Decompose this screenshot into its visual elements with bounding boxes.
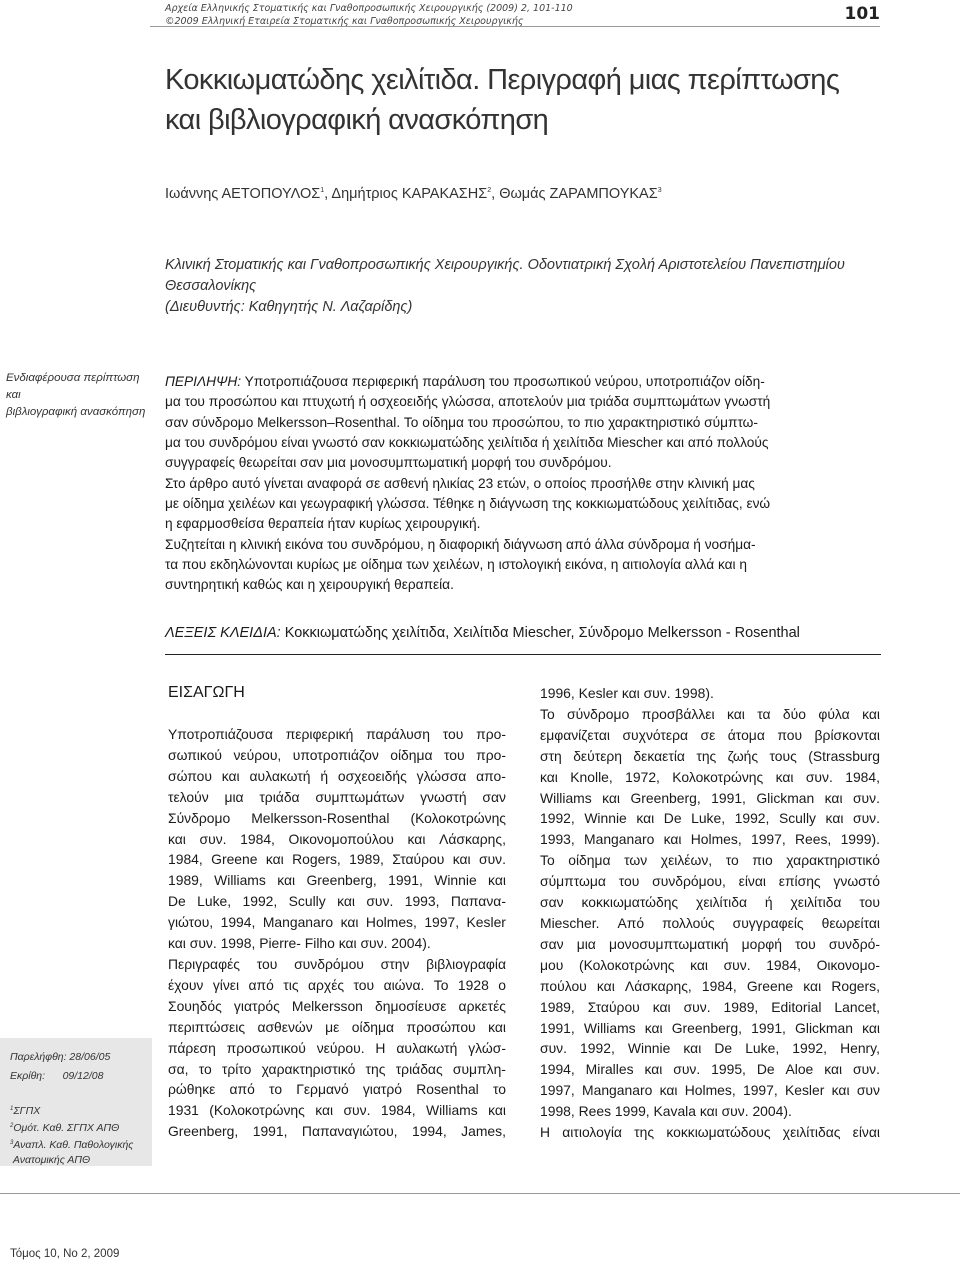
body-line: στη δεύτερη δεκαετία της ζωής τους (Strassburg [540,747,880,764]
body-line: Η αιτιολογία της κοκκιωματώδους χειλίτιδας είναι [540,1124,880,1141]
body-line: Williams και Greenberg, 1991, Glickman και συν. [540,789,880,806]
article-type [6,370,156,421]
body-line: σωπικού νεύρου, υποτροπιάζον οίδημα του προ- [168,746,506,763]
body-line: Υποτροπιάζουσα περιφερική παράλυση του προ- [168,726,506,742]
body-line: De Luke, 1992, Scully και συν. 1993, Παπανα- [168,893,506,910]
abstract-line: η εφαρμοσθείσα θεραπεία ήταν κυρίως χειρουργική. [165,516,481,532]
dates-info [10,1048,150,1168]
body-line: Το σύνδρομο προσβάλλει και τα δύο φύλα και [540,705,880,722]
body-line: τελούν μια τριάδα συμπτωμάτων γνωστή σαν [168,788,506,805]
keywords-text: Κοκκιωματώδης χειλίτιδα, Χειλίτιδα Miescher, Σύνδρομο Melkersson - Rosenthal [280,625,800,641]
body-line: Miescher. Από πολλούς συγγραφείς θεωρείται [540,914,880,931]
abstract-line: μα του συνδρόμου είναι γνωστό σαν κοκκιωματώδης χειλίτιδα ή χειλίτιδα Miescher και από πολλούς [165,435,769,451]
body-line: πάρεση προσωπικού νεύρου. Η αυλακωτή γλώσ- [168,1039,506,1056]
footnote-3: $^3$Αναπλ. Καθ. Παθολογικής [10,1139,134,1151]
body-line: 1993, Manganaro και Holmes, 1997, Rees, 1999). [540,831,880,848]
footer-divider [0,1193,960,1194]
body-line: και Knolle, 1972, Κολοκοτρώνης και συν. 1984, [540,768,880,785]
received-date: Παρελήφθη: 28/06/05 [10,1051,111,1063]
body-line: 1991, Williams και Greenberg, 1991, Glickman και [540,1019,880,1036]
body-column-2 [540,683,880,1143]
body-line: Greenberg, 1991, Παπαναγιώτου, 1994, James, [168,1123,506,1140]
affiliation [165,255,885,318]
accepted-date: 09/12/08 [62,1070,104,1082]
author-list: Ιωάννης ΑΕΤΟΠΟΥΛΟΣ$^1$, Δημήτριος ΚΑΡΑΚΑΣΗΣ$^2$, Θωμάς ΖΑΡΑΜΠΟΥΚΑΣ$^3$ [165,186,662,202]
body-line: γιώτου, 1994, Manganaro και Holmes, 1997, Kesler [168,914,506,931]
abstract-line: με οίδημα χειλέων και γεωγραφική γλώσσα. Τέθηκε η διάγνωση της κοκκιωματώδους χειλίτιδας, ενώ [165,496,771,512]
title-line-2: και βιβλιογραφική ανασκόπηση [165,104,549,136]
author-3-sup: 3 [657,187,662,194]
body-line: σαν μια μονοσυμπτωματική μορφή του συνδρό- [540,935,880,952]
body-line: Σύνδρομο Melkersson-Rosenthal (Κολοκοτρώνης [168,809,506,826]
abstract-line: σαν σύνδρομο Melkersson–Rosenthal. Το οίδημα του προσώπου, το πιο χαρακτηριστικό σύμπτω- [165,414,758,430]
article-title [165,60,885,140]
journal-citation [165,2,573,28]
affiliation-line-1: Κλινική Στοματικής και Γναθοπροσωπικής Χειρουργικής. Οδοντιατρική Σχολή Αριστοτελείου Πανεπιστημίου [165,257,845,273]
footnote-2: $^2$Ομότ. Καθ. ΣΓΠΧ ΑΠΘ [10,1122,120,1134]
body-column-1 [168,724,506,1142]
affiliation-line-3: (Διευθυντής: Καθηγητής Ν. Λαζαρίδης) [165,299,413,315]
body-line: 1931 (Κολοκοτρώνης και συν. 1984, Williams και [168,1102,506,1119]
abstract-line: Στο άρθρο αυτό γίνεται αναφορά σε ασθενή ηλικίας 23 ετών, ο οποίος προσήλθε στην κλινική μας [165,475,755,491]
author-2-sup: 2 [487,187,492,194]
body-line: 1984, Greene και Rogers, 1989, Σταύρου και συν. [168,851,506,868]
body-line: σαν κοκκιωματώδης χειλίτιδα ή χειλίτιδα του [540,894,880,911]
author-1: Ιωάννης ΑΕΤΟΠΟΥΛΟΣ [165,186,321,202]
keywords [165,625,881,641]
title-line-1: Κοκκιωματώδης χειλίτιδα. Περιγραφή μιας περίπτωσης [165,64,840,96]
body-line: 1994, Miralles και συν. 1995, De Aloe και συν. [540,1061,880,1078]
body-line: μου (Κολοκοτρώνης και συν. 1984, Οικονομο- [540,956,880,973]
abstract-line: μα του προσώπου και πτυχωτή ή οσχεοειδής γλώσσα, αποτελούν μια τριάδα συμπτωμάτων γνωστή [165,394,771,410]
footnote-3-cont: Ανατομικής ΑΠΘ [12,1154,91,1166]
body-line: σα, το τρίτο χαρακτηριστικό της τριάδας συμπλη- [168,1060,506,1077]
page-number: 101 [844,4,880,24]
body-line: 1989, Williams και Greenberg, 1991, Winnie και [168,872,506,889]
body-line: 1998, Rees 1999, Kavala και συν. 2004). [540,1103,792,1120]
body-line: εμφανίζεται συχνότερα σε άτομα που βρίσκονται [540,726,880,743]
keywords-label: ΛΕΞΕΙΣ ΚΛΕΙΔΙΑ: [165,625,281,641]
author-1-sup: 1 [320,187,325,194]
body-line: ρώθηκε από το Γερμανό γιατρό Rosenthal το [168,1081,506,1098]
body-line: Το οίδημα των χειλέων, το πιο χαρακτηριστικό [540,852,880,869]
abstract-label: ΠΕΡΙΛΗΨΗ: [165,374,242,389]
abstract [165,372,881,596]
body-line: περιπτώσεις ασθενών με οίδημα προσώπου και [168,1018,506,1035]
article-type-line-2: βιβλιογραφική ανασκόπηση [6,406,146,418]
body-line: σώπου και αυλακωτή ή οσχεοειδής γλώσσα απο- [168,767,506,784]
article-type-line-1: Ενδιαφέρουσα περίπτωση και [6,372,140,401]
affiliation-line-2: Θεσσαλονίκης [165,278,257,294]
journal-line-2: ©2009 Ελληνική Εταιρεία Στοματικής και Γναθοπροσωπικής Χειρουργικής [165,16,524,27]
footnote-1: $^1$ΣΓΠΧ [10,1105,41,1117]
body-line: συν. 1992, Winnie και De Luke, 1992, Henry, [540,1040,880,1057]
body-line: Σουηδός γιατρός Melkersson δημοσίευσε αρκετές [168,997,506,1014]
author-3: Θωμάς ΖΑΡΑΜΠΟΥΚΑΣ [499,186,658,202]
body-line: έχουν γίνει από τις αρχές του αιώνα. Το 1928 ο [168,976,506,993]
body-line: και συν. 1984, Οικονομοπούλου και Λάσκαρης, [168,830,506,847]
abstract-line: τα που εκδηλώνονται κυρίως με οίδημα των χειλέων, η ιστολογική εικόνα, η αιτιολογία αλλά και η [165,557,747,573]
journal-line-1: Αρχεία Ελληνικής Στοματικής και Γναθοπροσωπικής Χειρουργικής (2009) 2, 101-110 [165,3,573,14]
abstract-line: ΠΕΡΙΛΗΨΗ: Υποτροπιάζουσα περιφερική παράλυση του προσωπικού νεύρου, υποτροπιάζον οίδη- [165,374,765,389]
abstract-line: συγγραφείς θεωρείται σαν μια μονοσυμπτωματική μορφή του συνδρόμου. [165,455,612,471]
abstract-line: συντηρητική καθώς και η χειρουργική θεραπεία. [165,577,454,593]
abstract-line: Συζητείται η κλινική εικόνα του συνδρόμου, η διαφορική διάγνωση από άλλα σύνδρομα ή νοσήμα- [165,536,756,552]
body-line: και συν. 1998, Pierre- Filho και συν. 2004). [168,935,431,952]
section-heading-introduction: ΕΙΣΑΓΩΓΗ [168,684,245,701]
body-line: 1989, Σταύρου και συν. 1989, Editorial Lancet, [540,998,880,1015]
body-line: 1997, Manganaro και Holmes, 1997, Kesler και συν [540,1082,880,1099]
body-line: Περιγραφές του συνδρόμου στην βιβλιογραφία [168,955,506,972]
body-line: 1992, Winnie και De Luke, 1992, Scully και συν. [540,810,880,827]
body-line: σύμπτωμα του συνδρόμου, είναι επίσης γνωστό [540,873,880,890]
accepted-row [10,1067,150,1086]
accepted-label: Εκρίθη: [10,1070,46,1082]
body-line: 1996, Kesler και συν. 1998). [540,685,714,701]
keywords-divider [165,654,881,655]
volume-info: Τόμος 10, Νο 2, 2009 [10,1248,120,1260]
header-divider [150,26,880,27]
author-2: Δημήτριος ΚΑΡΑΚΑΣΗΣ [331,186,488,202]
body-line: πούλου και Λάσκαρης, 1984, Greene και Rogers, [540,977,880,994]
